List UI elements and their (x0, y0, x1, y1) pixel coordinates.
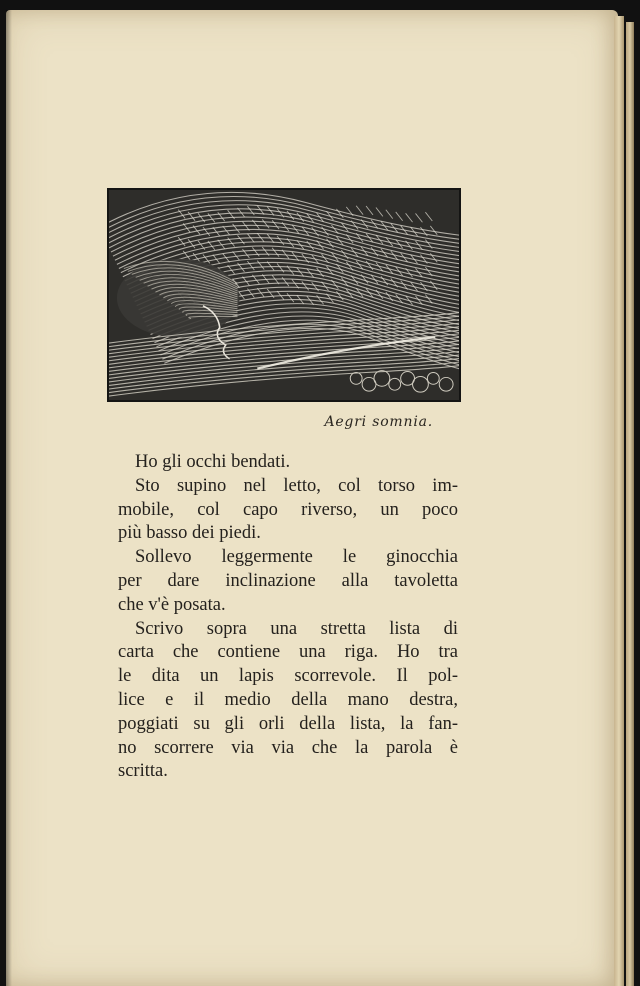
text-line: mobile, col capo riverso, un poco (118, 499, 458, 520)
text-line: lice e il medio della mano destra, (118, 689, 458, 710)
text-line: che v'è posata. (118, 594, 226, 615)
text-line: per dare inclinazione alla tavoletta (118, 570, 458, 591)
binding-shadow (6, 10, 12, 986)
text-line: scritta. (118, 761, 168, 782)
text-line: poggiati su gli orli della lista, la fan- (118, 713, 458, 734)
text-line: Sollevo leggermente le ginocchia (135, 547, 458, 568)
page-edge-outer (626, 22, 634, 986)
text-line: Sto supino nel letto, col torso im- (135, 475, 458, 496)
page-edge (614, 16, 624, 986)
engraving-image (109, 190, 459, 400)
paragraph (118, 618, 458, 785)
body-text (118, 451, 458, 784)
text-line: le dita un lapis scorrevole. Il pol- (118, 666, 458, 687)
paragraph (118, 546, 458, 617)
text-line: carta che contiene una riga. Ho tra (118, 642, 458, 663)
engraving-illustration (107, 188, 461, 402)
illustration-caption: Aegri somnia. (324, 414, 433, 430)
text-line: Ho gli occhi bendati. (135, 452, 291, 472)
text-line: più basso dei piedi. (118, 523, 261, 544)
text-line: Scrivo sopra una stretta lista di (135, 618, 458, 639)
paragraph (118, 475, 458, 546)
text-line: no scorrere via via che la parola è (118, 737, 458, 758)
paragraph (118, 451, 458, 475)
